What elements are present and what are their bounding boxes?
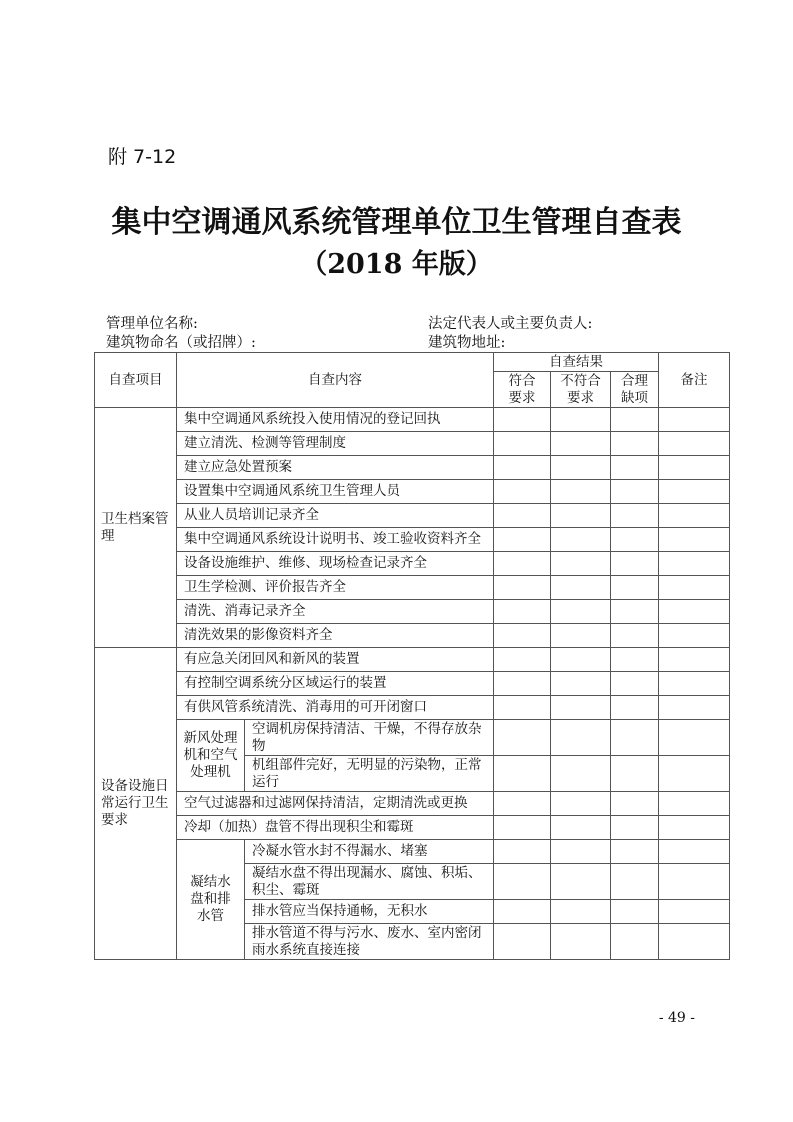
conform-cell[interactable] <box>494 552 551 576</box>
remarks-cell[interactable] <box>659 900 730 924</box>
remarks-cell[interactable] <box>659 456 730 480</box>
missing-cell[interactable] <box>611 408 659 432</box>
check-item: 清洗、消毒记录齐全 <box>177 600 494 624</box>
missing-cell[interactable] <box>611 924 659 960</box>
nonconform-cell[interactable] <box>551 456 611 480</box>
conform-cell[interactable] <box>494 480 551 504</box>
missing-cell[interactable] <box>611 900 659 924</box>
remarks-cell[interactable] <box>659 552 730 576</box>
check-item: 凝结水盘不得出现漏水、腐蚀、积垢、积尘、霉斑 <box>245 864 494 900</box>
remarks-cell[interactable] <box>659 528 730 552</box>
table-row <box>95 552 730 576</box>
remarks-cell[interactable] <box>659 864 730 900</box>
remarks-cell[interactable] <box>659 432 730 456</box>
check-item: 建立应急处置预案 <box>177 456 494 480</box>
nonconform-cell[interactable] <box>551 624 611 648</box>
table-row <box>95 408 730 432</box>
conform-cell[interactable] <box>494 792 551 816</box>
conform-cell[interactable] <box>494 576 551 600</box>
missing-cell[interactable] <box>611 552 659 576</box>
remarks-cell[interactable] <box>659 648 730 672</box>
conform-cell[interactable] <box>494 648 551 672</box>
remarks-cell[interactable] <box>659 696 730 720</box>
conform-cell[interactable] <box>494 456 551 480</box>
building-name-label: 建筑物命名（或招牌）: <box>106 335 256 351</box>
check-item: 有应急关闭回风和新风的装置 <box>177 648 494 672</box>
conform-cell[interactable] <box>494 408 551 432</box>
nonconform-cell[interactable] <box>551 720 611 756</box>
remarks-cell[interactable] <box>659 840 730 864</box>
subgroup-condensate-label: 凝结水盘和排水管 <box>190 874 231 924</box>
nonconform-cell[interactable] <box>551 816 611 840</box>
table-row <box>95 696 730 720</box>
remarks-cell[interactable] <box>659 720 730 756</box>
conform-cell[interactable] <box>494 600 551 624</box>
missing-cell[interactable] <box>611 576 659 600</box>
nonconform-cell[interactable] <box>551 864 611 900</box>
remarks-cell[interactable] <box>659 480 730 504</box>
check-item: 集中空调通风系统投入使用情况的登记回执 <box>177 408 494 432</box>
table-row <box>95 816 730 840</box>
header-reasonable-missing-text: 合理缺项 <box>621 372 648 406</box>
nonconform-cell[interactable] <box>551 792 611 816</box>
table-row <box>95 504 730 528</box>
header-reasonable-missing <box>611 372 659 408</box>
remarks-cell[interactable] <box>659 924 730 960</box>
missing-cell[interactable] <box>611 756 659 792</box>
remarks-cell[interactable] <box>659 504 730 528</box>
subgroup-condensate <box>177 840 245 960</box>
missing-cell[interactable] <box>611 792 659 816</box>
conform-cell[interactable] <box>494 924 551 960</box>
header-conform-text: 符合要求 <box>508 372 536 406</box>
table-row <box>95 792 730 816</box>
check-item: 卫生学检测、评价报告齐全 <box>177 576 494 600</box>
conform-cell[interactable] <box>494 900 551 924</box>
header-result: 自查结果 <box>494 353 659 372</box>
check-item: 冷凝水管水封不得漏水、堵塞 <box>245 840 494 864</box>
nonconform-cell[interactable] <box>551 432 611 456</box>
missing-cell[interactable] <box>611 456 659 480</box>
nonconform-cell[interactable] <box>551 576 611 600</box>
document-title: 集中空调通风系统管理单位卫生管理自查表 <box>111 205 682 240</box>
page-number-text: - 49 - <box>658 1010 695 1026</box>
header-content: 自查内容 <box>177 353 494 408</box>
missing-cell[interactable] <box>611 720 659 756</box>
check-item: 机组部件完好，无明显的污染物，正常运行 <box>245 756 494 792</box>
missing-cell[interactable] <box>611 648 659 672</box>
header-remarks: 备注 <box>659 353 730 408</box>
check-item: 清洗效果的影像资料齐全 <box>177 624 494 648</box>
missing-cell[interactable] <box>611 864 659 900</box>
conform-cell[interactable] <box>494 432 551 456</box>
category-equipment-operation: 设备设施日常运行卫生要求 <box>95 648 177 960</box>
conform-cell[interactable] <box>494 720 551 756</box>
nonconform-cell[interactable] <box>551 648 611 672</box>
conform-cell[interactable] <box>494 816 551 840</box>
nonconform-cell[interactable] <box>551 840 611 864</box>
nonconform-cell[interactable] <box>551 504 611 528</box>
header-nonconform <box>551 372 611 408</box>
nonconform-cell[interactable] <box>551 528 611 552</box>
check-item: 设置集中空调通风系统卫生管理人员 <box>177 480 494 504</box>
header-nonconform-text: 不符合要求 <box>560 372 601 406</box>
check-item: 建立清洗、检测等管理制度 <box>177 432 494 456</box>
remarks-cell[interactable] <box>659 576 730 600</box>
unit-name-label: 管理单位名称: <box>106 316 198 332</box>
check-item: 排水管应当保持通畅，无积水 <box>245 900 494 924</box>
self-check-table <box>94 352 730 960</box>
conform-cell[interactable] <box>494 840 551 864</box>
missing-cell[interactable] <box>611 696 659 720</box>
missing-cell[interactable] <box>611 600 659 624</box>
check-item: 冷却（加热）盘管不得出现积尘和霉斑 <box>177 816 494 840</box>
header-conform <box>494 372 551 408</box>
document-subtitle: （2018 年版） <box>300 249 493 280</box>
missing-cell[interactable] <box>611 840 659 864</box>
table-row <box>95 432 730 456</box>
check-item: 从业人员培训记录齐全 <box>177 504 494 528</box>
page-number <box>0 1010 793 1026</box>
check-item: 排水管道不得与污水、废水、室内密闭雨水系统直接连接 <box>245 924 494 960</box>
conform-cell[interactable] <box>494 504 551 528</box>
missing-cell[interactable] <box>611 528 659 552</box>
remarks-cell[interactable] <box>659 756 730 792</box>
check-item: 有供风管系统清洗、消毒用的可开闭窗口 <box>177 696 494 720</box>
remarks-cell[interactable] <box>659 408 730 432</box>
conform-cell[interactable] <box>494 624 551 648</box>
subgroup-air-handler: 新风处理机和空气处理机 <box>177 720 245 792</box>
remarks-cell[interactable] <box>659 672 730 696</box>
table-row <box>95 720 730 756</box>
missing-cell[interactable] <box>611 672 659 696</box>
header-item: 自查项目 <box>95 353 177 408</box>
missing-cell[interactable] <box>611 432 659 456</box>
nonconform-cell[interactable] <box>551 696 611 720</box>
remarks-cell[interactable] <box>659 792 730 816</box>
table-row <box>95 528 730 552</box>
category-hygiene-records: 卫生档案管理 <box>95 408 177 648</box>
missing-cell[interactable] <box>611 504 659 528</box>
header-row <box>95 353 730 372</box>
table-row <box>95 456 730 480</box>
nonconform-cell[interactable] <box>551 924 611 960</box>
remarks-cell[interactable] <box>659 600 730 624</box>
table-row <box>95 672 730 696</box>
table-row <box>95 480 730 504</box>
building-address-label: 建筑物地址: <box>428 335 506 351</box>
check-item: 设备设施维护、维修、现场检查记录齐全 <box>177 552 494 576</box>
check-item: 空调机房保持清洁、干燥，不得存放杂物 <box>245 720 494 756</box>
table-row <box>95 576 730 600</box>
check-item: 空气过滤器和过滤网保持清洁，定期清洗或更换 <box>177 792 494 816</box>
conform-cell[interactable] <box>494 528 551 552</box>
table-row <box>95 840 730 864</box>
nonconform-cell[interactable] <box>551 900 611 924</box>
table-row <box>95 624 730 648</box>
missing-cell[interactable] <box>611 480 659 504</box>
missing-cell[interactable] <box>611 816 659 840</box>
check-item: 有控制空调系统分区域运行的装置 <box>177 672 494 696</box>
check-item: 集中空调通风系统设计说明书、竣工验收资料齐全 <box>177 528 494 552</box>
conform-cell[interactable] <box>494 696 551 720</box>
legal-rep-label: 法定代表人或主要负责人: <box>428 316 593 332</box>
nonconform-cell[interactable] <box>551 480 611 504</box>
conform-cell[interactable] <box>494 672 551 696</box>
missing-cell[interactable] <box>611 624 659 648</box>
nonconform-cell[interactable] <box>551 600 611 624</box>
appendix-label: 附 7-12 <box>108 146 177 168</box>
conform-cell[interactable] <box>494 864 551 900</box>
table-row <box>95 648 730 672</box>
conform-cell[interactable] <box>494 756 551 792</box>
nonconform-cell[interactable] <box>551 672 611 696</box>
nonconform-cell[interactable] <box>551 552 611 576</box>
remarks-cell[interactable] <box>659 816 730 840</box>
nonconform-cell[interactable] <box>551 756 611 792</box>
remarks-cell[interactable] <box>659 624 730 648</box>
table-row <box>95 600 730 624</box>
nonconform-cell[interactable] <box>551 408 611 432</box>
